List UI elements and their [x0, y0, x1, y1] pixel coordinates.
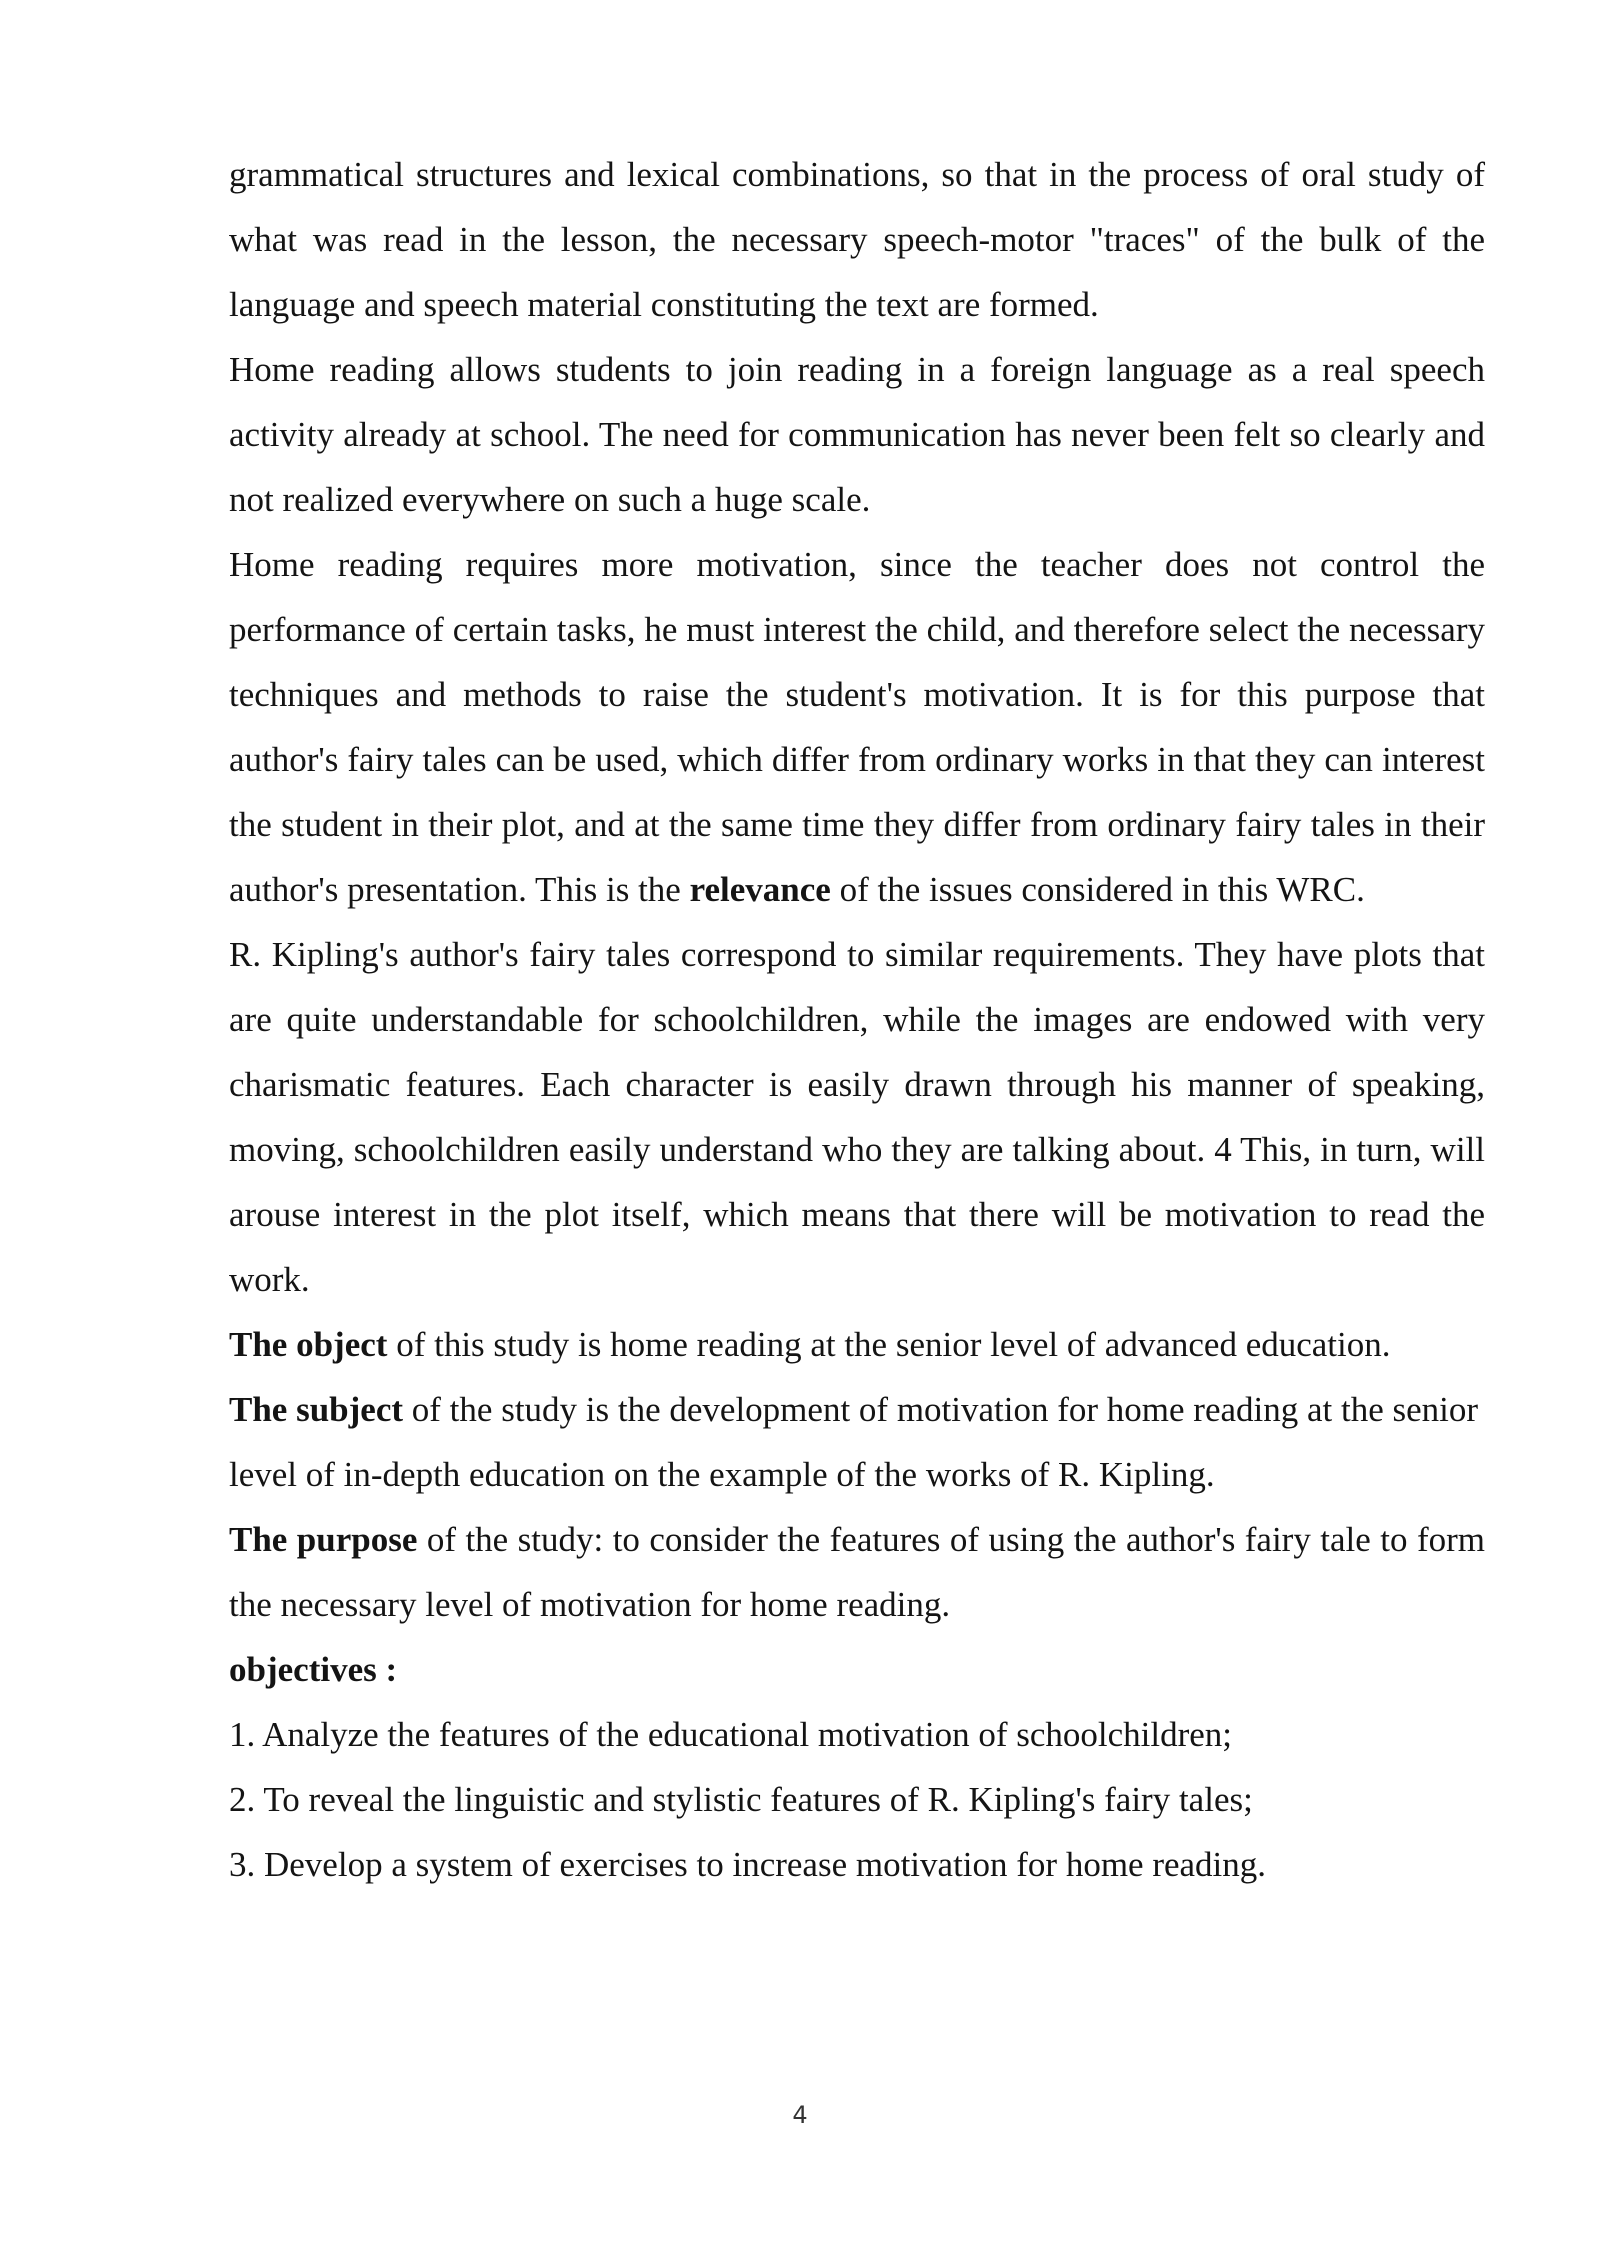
purpose-text: of the study: to consider the features of using the author's fairy tale to form the necessary level of motivation for home reading. [229, 1520, 1485, 1624]
relevance-text-after: of the issues considered in this WRC. [830, 870, 1365, 909]
subject-text: of the study is the development of motivation for home reading at the senior level of in-depth education on the example of the works of R. Kipling. [229, 1390, 1479, 1494]
subject-term: The subject [229, 1390, 404, 1429]
body-text [229, 142, 1485, 1897]
paragraph-relevance [229, 532, 1485, 922]
purpose-term: The purpose [229, 1520, 418, 1559]
paragraph-purpose [229, 1507, 1485, 1637]
object-term: The object [229, 1325, 388, 1364]
objectives-heading: objectives : [229, 1650, 398, 1689]
paragraph-home-reading-activity: Home reading allows students to join reading in a foreign language as a real speech activity already at school. The need for communication has never been felt so clearly and not realized everywhere on such a huge scale. [229, 350, 1485, 519]
paragraph-subject [229, 1377, 1485, 1507]
paragraph-object [229, 1312, 1485, 1377]
relevance-term: relevance [689, 870, 831, 909]
paragraph-continuation: grammatical structures and lexical combinations, so that in the process of oral study of what was read in the lesson, the necessary speech-motor "traces" of the bulk of the language and speech material constituting the text are formed. [229, 155, 1485, 324]
objective-item: 2. To reveal the linguistic and stylistic features of R. Kipling's fairy tales; [229, 1780, 1253, 1819]
objective-item: 1. Analyze the features of the educational motivation of schoolchildren; [229, 1715, 1233, 1754]
page-number: 4 [792, 2101, 808, 2129]
objective-item: 3. Develop a system of exercises to increase motivation for home reading. [229, 1845, 1267, 1884]
paragraph-kipling-tales: R. Kipling's author's fairy tales correspond to similar requirements. They have plots that are quite understandable for schoolchildren, while the images are endowed with very charismatic features. Each character is easily drawn through his manner of speaking, moving, schoolchildren easily understand who they are talking about. 4 This, in turn, will arouse interest in the plot itself, which means that there will be motivation to read the work. [229, 935, 1485, 1299]
relevance-text-before: Home reading requires more motivation, since the teacher does not control the performance of certain tasks, he must interest the child, and therefore select the necessary techniques and methods to raise the student's motivation. It is for this purpose that author's fairy tales can be used, which differ from ordinary works in that they can interest the student in their plot, and at the same time they differ from ordinary fairy tales in their author's presentation. This is the [229, 545, 1485, 909]
object-text: of this study is home reading at the senior level of advanced education. [387, 1325, 1391, 1364]
